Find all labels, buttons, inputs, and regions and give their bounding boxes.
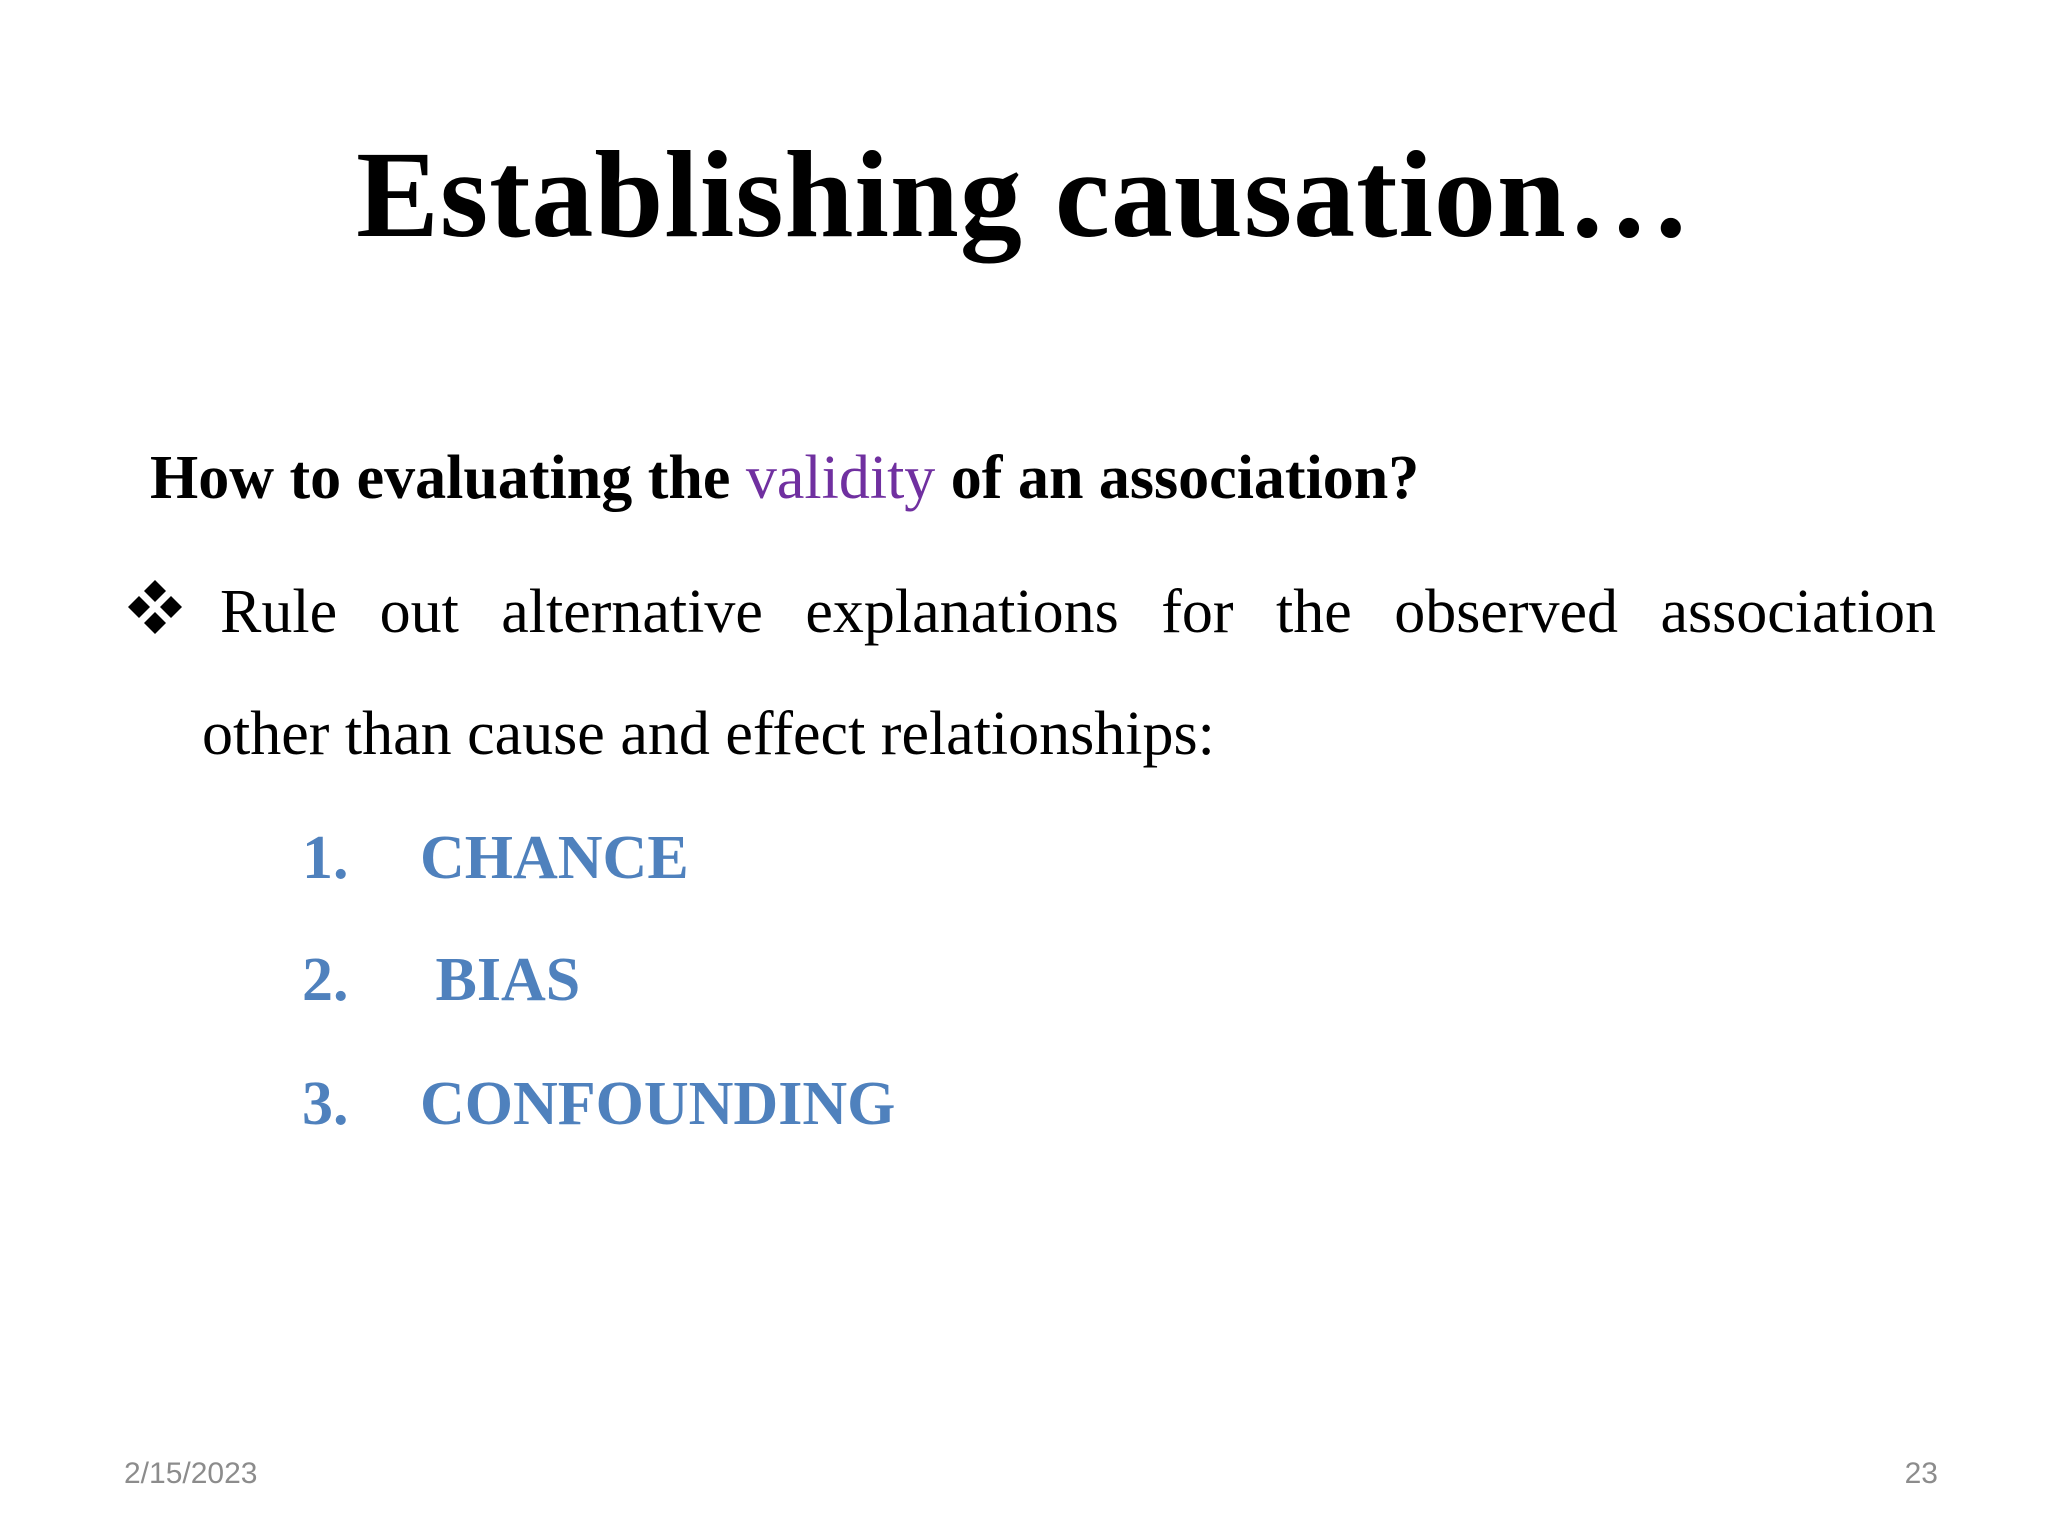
footer-page-number: 23 bbox=[1904, 1457, 1938, 1490]
list-item-label: CONFOUNDING bbox=[420, 1070, 896, 1138]
list-item-number: 1. bbox=[302, 824, 349, 892]
list-item-confounding bbox=[302, 1064, 895, 1144]
bullet-text-line-1: Rule out alternative explanations for the observed association bbox=[220, 578, 1936, 646]
footer-date: 2/15/2023 bbox=[124, 1457, 258, 1490]
list-item-number: 2. bbox=[302, 946, 349, 1014]
question-suffix: of an association? bbox=[935, 444, 1420, 512]
bullet-text-line-2: other than cause and effect relationships: bbox=[202, 700, 1215, 768]
question-heading bbox=[150, 438, 1419, 518]
list-item-bias bbox=[302, 940, 580, 1020]
list-item-number: 3. bbox=[302, 1070, 349, 1138]
four-diamond-bullet-icon bbox=[126, 578, 184, 636]
list-item-chance bbox=[302, 818, 689, 898]
list-item-label: BIAS bbox=[420, 946, 581, 1014]
question-highlight: validity bbox=[745, 444, 936, 512]
list-item-label: CHANCE bbox=[420, 824, 689, 892]
question-prefix: How to evaluating the bbox=[150, 444, 746, 512]
slide-title: Establishing causation… bbox=[356, 126, 1692, 263]
